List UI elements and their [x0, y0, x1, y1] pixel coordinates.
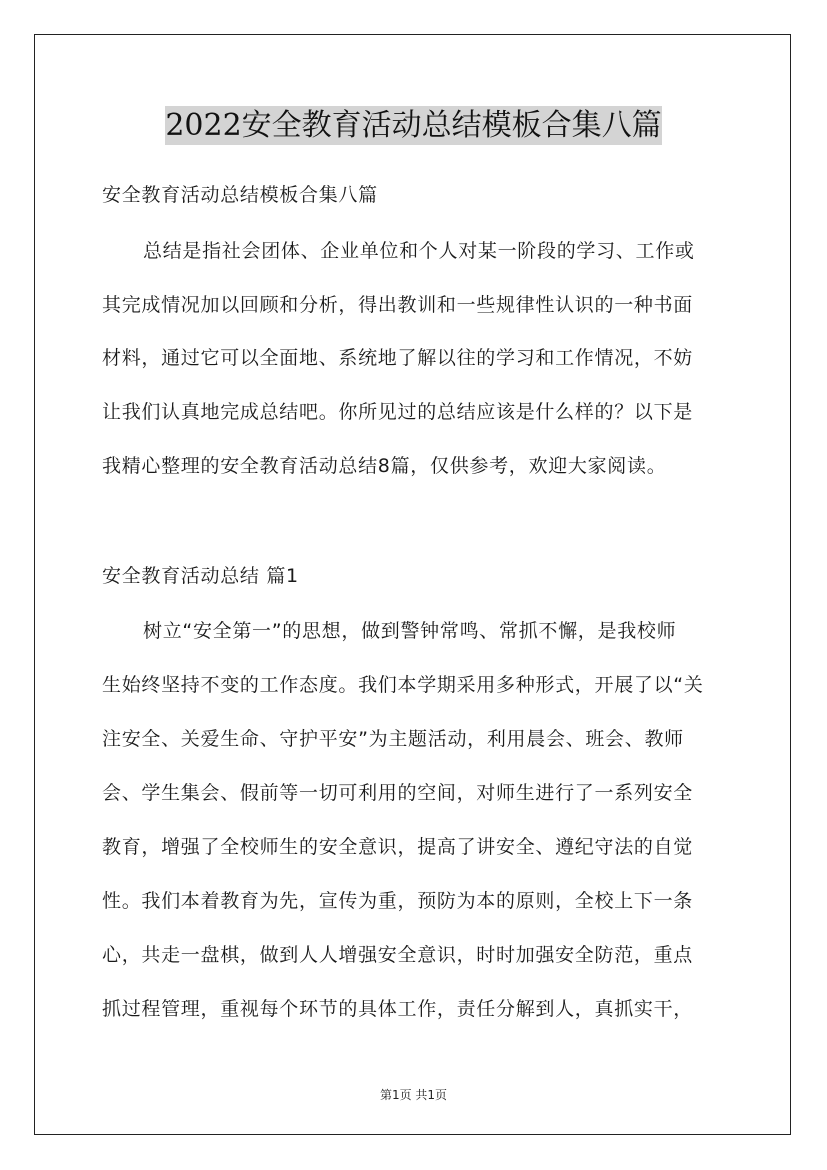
section-line-2: 生始终坚持不变的工作态度。我们本学期采用多种形式，开展了以“关	[102, 674, 704, 696]
intro-line-3: 材料，通过它可以全面地、系统地了解以往的学习和工作情况，不妨	[102, 347, 694, 369]
document-subtitle: 安全教育活动总结模板合集八篇	[102, 184, 378, 206]
page-footer: 第1页 共1页	[379, 1088, 448, 1102]
section-line-3: 注安全、关爱生命、守护平安”为主题活动，利用晨会、班会、教师	[102, 728, 684, 750]
section-line-1: 树立“安全第一”的思想，做到警钟常鸣、常抓不懈，是我校师	[143, 620, 677, 642]
intro-line-5: 我精心整理的安全教育活动总结8篇，仅供参考，欢迎大家阅读。	[102, 455, 667, 477]
section-line-6: 性。我们本着教育为先，宣传为重，预防为本的原则，全校上下一条	[102, 890, 694, 912]
document-title: 2022安全教育活动总结模板合集八篇	[165, 108, 662, 143]
section-line-7: 心，共走一盘棋，做到人人增强安全意识，时时加强安全防范，重点	[102, 944, 694, 966]
section-heading: 安全教育活动总结 篇1	[102, 565, 299, 587]
section-line-8: 抓过程管理，重视每个环节的具体工作，责任分解到人，真抓实干，	[102, 998, 694, 1020]
intro-line-1: 总结是指社会团体、企业单位和个人对某一阶段的学习、工作或	[143, 240, 695, 262]
intro-line-2: 其完成情况加以回顾和分析，得出教训和一些规律性认识的一种书面	[102, 294, 694, 316]
section-line-5: 教育，增强了全校师生的安全意识，提高了讲安全、遵纪守法的自觉	[102, 836, 694, 858]
intro-line-4: 让我们认真地完成总结吧。你所见过的总结应该是什么样的？以下是	[102, 401, 694, 423]
section-line-4: 会、学生集会、假前等一切可利用的空间，对师生进行了一系列安全	[102, 782, 694, 804]
